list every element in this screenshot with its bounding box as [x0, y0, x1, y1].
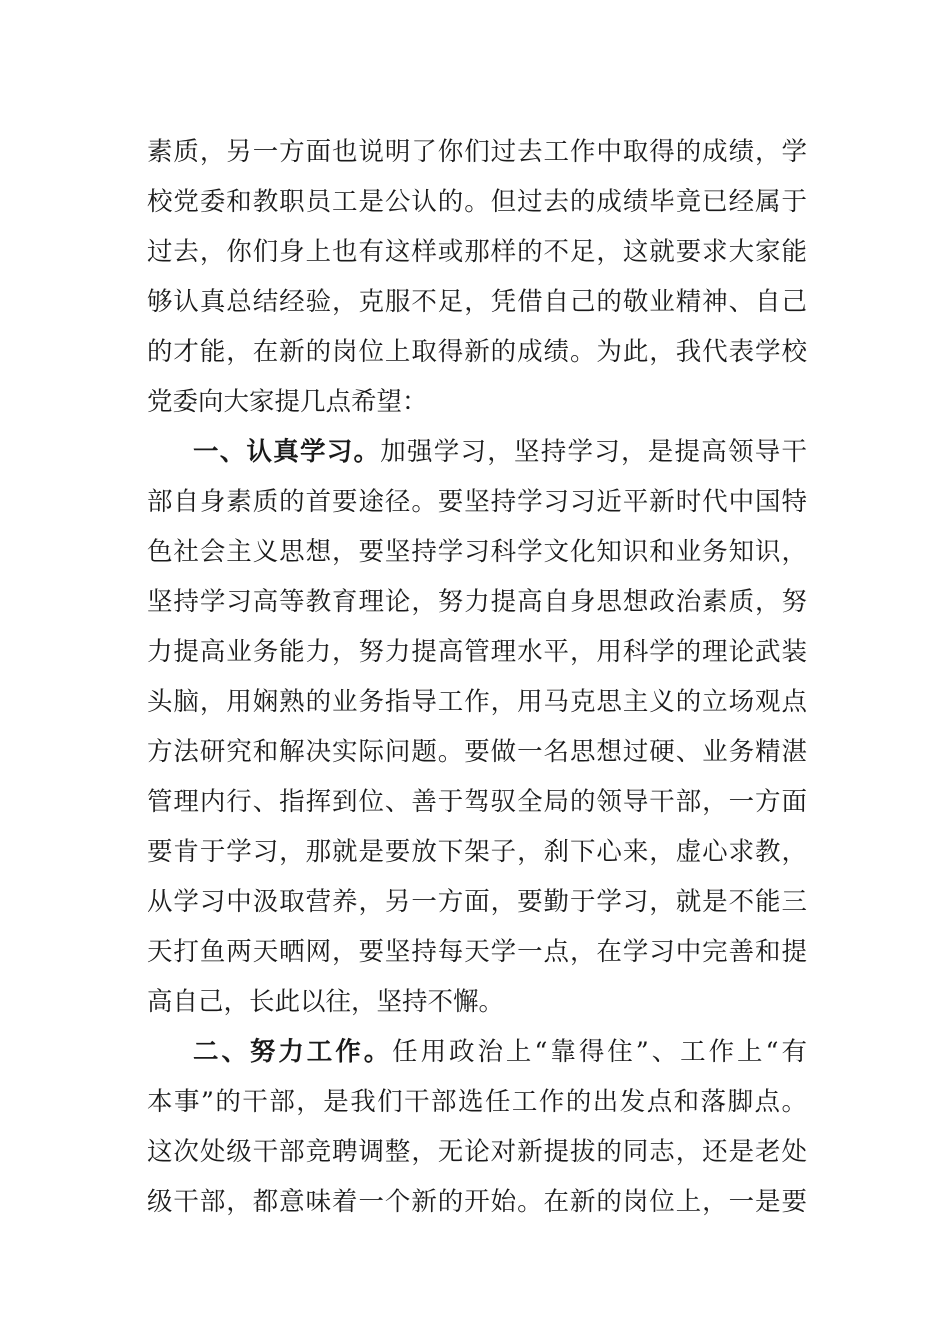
text-line: 要肯于学习，那就是要放下架子，刹下心来，虚心求教，	[147, 837, 807, 867]
text-line: 级干部，都意味着一个新的开始。在新的岗位上，一是要	[147, 1187, 807, 1217]
section-2-first-line	[147, 1027, 807, 1077]
text-line: 头脑，用娴熟的业务指导工作，用马克思主义的立场观点	[147, 687, 807, 717]
text-line: 部自身素质的首要途径。要坚持学习习近平新时代中国特	[147, 487, 807, 517]
text-line: 高自己，长此以往，坚持不懈。	[147, 987, 505, 1017]
text-line: 党委向大家提几点希望：	[147, 387, 428, 417]
text-line: 力提高业务能力，努力提高管理水平，用科学的理论武装	[147, 637, 807, 667]
text-line: 过去，你们身上也有这样或那样的不足，这就要求大家能	[147, 237, 807, 267]
text-line: 够认真总结经验，克服不足，凭借自己的敬业精神、自己	[147, 287, 807, 317]
body-text	[147, 127, 807, 1227]
section-2-text: 任用政治上“靠得住”、工作上“有	[392, 1037, 807, 1067]
text-line: 管理内行、指挥到位、善于驾驭全局的领导干部，一方面	[147, 787, 807, 817]
text-line: 坚持学习高等教育理论，努力提高自身思想政治素质，努	[147, 587, 807, 617]
text-line: 的才能，在新的岗位上取得新的成绩。为此，我代表学校	[147, 337, 807, 367]
text-line: 色社会主义思想，要坚持学习科学文化知识和业务知识，	[147, 537, 807, 567]
text-line: 从学习中汲取营养，另一方面，要勤于学习，就是不能三	[147, 887, 807, 917]
text-line: 天打鱼两天晒网，要坚持每天学一点，在学习中完善和提	[147, 937, 807, 967]
text-line: 本事”的干部，是我们干部选任工作的出发点和落脚点。	[147, 1087, 807, 1117]
text-line: 校党委和教职员工是公认的。但过去的成绩毕竟已经属于	[147, 187, 807, 217]
text-line: 这次处级干部竞聘调整，无论对新提拔的同志，还是老处	[147, 1137, 807, 1167]
section-1-text: 加强学习，坚持学习，是提高领导干	[380, 437, 807, 467]
section-2-heading: 二、努力工作。	[193, 1037, 393, 1067]
section-1-heading: 一、认真学习。	[193, 437, 381, 467]
text-line: 方法研究和解决实际问题。要做一名思想过硬、业务精湛	[147, 737, 807, 767]
section-1-first-line	[147, 427, 807, 477]
text-line: 素质，另一方面也说明了你们过去工作中取得的成绩，学	[147, 137, 807, 167]
